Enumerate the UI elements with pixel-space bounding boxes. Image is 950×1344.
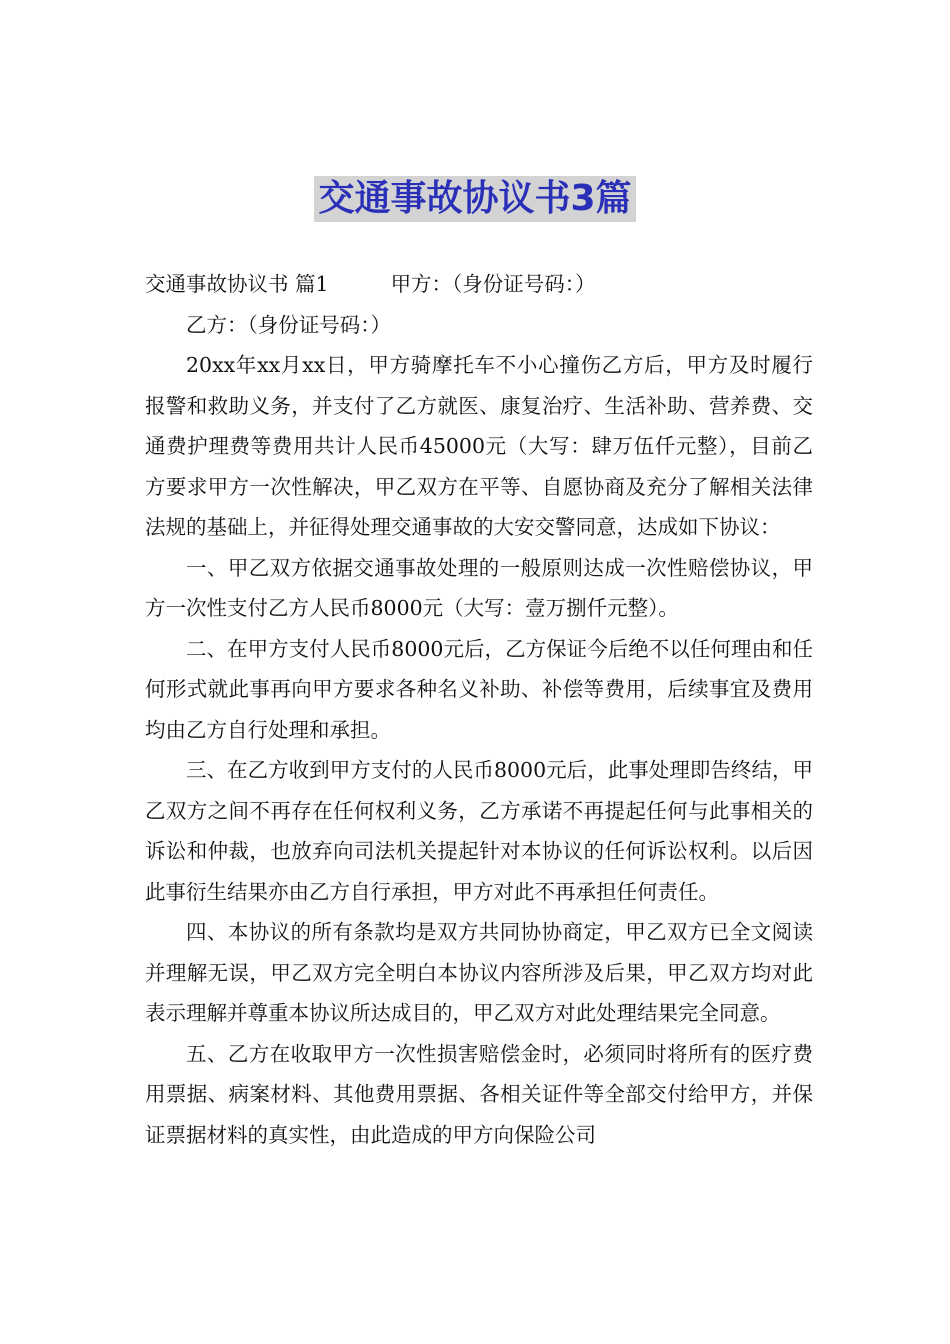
section-heading: 交通事故协议书 篇1 (145, 272, 329, 296)
party-a-line: 甲方：（身份证号码：） (390, 272, 596, 296)
title-container (0, 176, 950, 222)
document-body (145, 264, 813, 1155)
paragraph-clause-3: 三、在乙方收到甲方支付的人民币8000元后，此事处理即告终结，甲乙双方之间不再存在任何权利义务，乙方承诺不再提起任何与此事相关的诉讼和仲裁，也放弃向司法机关提起针对本协议的任何诉讼权利。以后因此事衍生结果亦由乙方自行承担，甲方对此不再承担任何责任。 (145, 758, 813, 904)
document-title: 交通事故协议书3篇 (314, 176, 635, 222)
party-b-line: 乙方：（身份证号码：） (186, 312, 391, 337)
heading-line (145, 264, 813, 305)
paragraph-clause-1: 一、甲乙双方依据交通事故处理的一般原则达成一次性赔偿协议，甲方一次性支付乙方人民币8000元（大写：壹万捌仟元整）。 (145, 555, 813, 620)
paragraph-clause-5: 五、乙方在收取甲方一次性损害赔偿金时，必须同时将所有的医疗费用票据、病案材料、其他费用票据、各相关证件等全部交付给甲方，并保证票据材料的真实性，由此造成的甲方向保险公司 (145, 1041, 813, 1147)
paragraph-clause-4: 四、本协议的所有条款均是双方共同协协商定，甲乙双方已全文阅读并理解无误，甲乙双方完全明白本协议内容所涉及后果，甲乙双方均对此表示理解并尊重本协议所达成目的，甲乙双方对此处理结果完全同意。 (145, 920, 813, 1025)
paragraph-intro: 20xx年xx月xx日，甲方骑摩托车不小心撞伤乙方后，甲方及时履行报警和救助义务，并支付了乙方就医、康复治疗、生活补助、营养费、交通费护理费等费用共计人民币45000元（大写：肆万伍仟元整），目前乙方要求甲方一次性解决，甲乙双方在平等、自愿协商及充分了解相关法律法规的基础上，并征得处理交通事故的大安交警同意，达成如下协议： (145, 353, 813, 539)
paragraph-clause-2: 二、在甲方支付人民币8000元后，乙方保证今后绝不以任何理由和任何形式就此事再向甲方要求各种名义补助、补偿等费用，后续事宜及费用均由乙方自行处理和承担。 (145, 636, 813, 742)
